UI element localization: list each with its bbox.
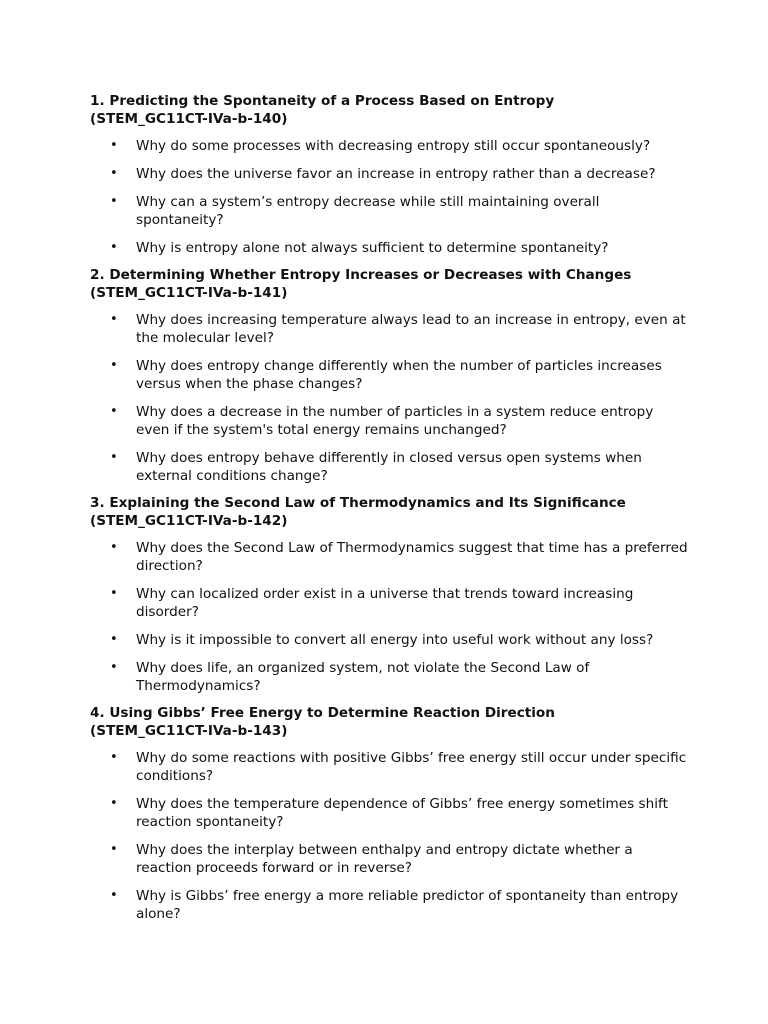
bullet-icon: •: [110, 842, 118, 857]
list-item: [90, 165, 690, 183]
list-item: [90, 449, 690, 485]
section-2: [90, 266, 690, 485]
list-item: [90, 357, 690, 393]
bullet-icon: •: [110, 358, 118, 373]
question-text: Why does entropy behave differently in closed versus open systems when external conditions change?: [136, 450, 642, 484]
bullet-icon: •: [110, 586, 118, 601]
bullet-icon: •: [110, 540, 118, 555]
bullet-icon: •: [110, 796, 118, 811]
question-text: Why does life, an organized system, not violate the Second Law of Thermodynamics?: [136, 660, 590, 694]
question-text: Why does the Second Law of Thermodynamics suggest that time has a preferred direction?: [136, 540, 688, 574]
bullet-icon: •: [110, 632, 118, 647]
section-title: 2. Determining Whether Entropy Increases or Decreases with Changes: [90, 267, 632, 283]
section-heading: [90, 704, 690, 740]
bullet-icon: •: [110, 240, 118, 255]
question-text: Why is it impossible to convert all energy into useful work without any loss?: [136, 632, 654, 648]
bullet-icon: •: [110, 450, 118, 465]
list-item: [90, 659, 690, 695]
list-item: [90, 631, 690, 649]
section-heading: [90, 266, 690, 302]
question-text: Why do some reactions with positive Gibbs’ free energy still occur under specific conditions?: [136, 750, 687, 784]
list-item: [90, 749, 690, 785]
question-text: Why can localized order exist in a universe that trends toward increasing disorder?: [136, 586, 634, 620]
question-list: [90, 539, 690, 695]
question-text: Why does increasing temperature always lead to an increase in entropy, even at the molecular level?: [136, 312, 686, 346]
question-text: Why does the interplay between enthalpy and entropy dictate whether a reaction proceeds forward or in reverse?: [136, 842, 633, 876]
section-4: [90, 704, 690, 923]
section-heading: [90, 92, 690, 128]
bullet-icon: •: [110, 194, 118, 209]
question-list: [90, 311, 690, 485]
section-code: (STEM_GC11CT-IVa-b-140): [90, 111, 288, 127]
section-title: 1. Predicting the Spontaneity of a Process Based on Entropy: [90, 93, 555, 109]
bullet-icon: •: [110, 660, 118, 675]
question-text: Why is entropy alone not always sufficient to determine spontaneity?: [136, 240, 609, 256]
list-item: [90, 539, 690, 575]
list-item: [90, 137, 690, 155]
document-body: [90, 92, 690, 933]
question-text: Why does a decrease in the number of particles in a system reduce entropy even if the system's total energy remains unchanged?: [136, 404, 654, 438]
list-item: [90, 403, 690, 439]
section-1: [90, 92, 690, 257]
question-list: [90, 137, 690, 257]
section-title: 4. Using Gibbs’ Free Energy to Determine Reaction Direction: [90, 705, 555, 721]
section-heading: [90, 494, 690, 530]
list-item: [90, 311, 690, 347]
question-text: Why do some processes with decreasing entropy still occur spontaneously?: [136, 138, 651, 154]
bullet-icon: •: [110, 404, 118, 419]
bullet-icon: •: [110, 138, 118, 153]
list-item: [90, 193, 690, 229]
question-text: Why does the universe favor an increase in entropy rather than a decrease?: [136, 166, 656, 182]
section-title: 3. Explaining the Second Law of Thermodynamics and Its Significance: [90, 495, 626, 511]
list-item: [90, 887, 690, 923]
list-item: [90, 841, 690, 877]
question-text: Why can a system’s entropy decrease while still maintaining overall spontaneity?: [136, 194, 600, 228]
bullet-icon: •: [110, 166, 118, 181]
section-code: (STEM_GC11CT-IVa-b-141): [90, 285, 288, 301]
question-text: Why is Gibbs’ free energy a more reliable predictor of spontaneity than entropy alone?: [136, 888, 679, 922]
section-code: (STEM_GC11CT-IVa-b-142): [90, 513, 288, 529]
bullet-icon: •: [110, 312, 118, 327]
list-item: [90, 239, 690, 257]
question-list: [90, 749, 690, 923]
question-text: Why does entropy change differently when the number of particles increases versus when the phase changes?: [136, 358, 662, 392]
list-item: [90, 795, 690, 831]
bullet-icon: •: [110, 888, 118, 903]
section-code: (STEM_GC11CT-IVa-b-143): [90, 723, 288, 739]
section-3: [90, 494, 690, 695]
bullet-icon: •: [110, 750, 118, 765]
question-text: Why does the temperature dependence of Gibbs’ free energy sometimes shift reaction spontaneity?: [136, 796, 668, 830]
list-item: [90, 585, 690, 621]
